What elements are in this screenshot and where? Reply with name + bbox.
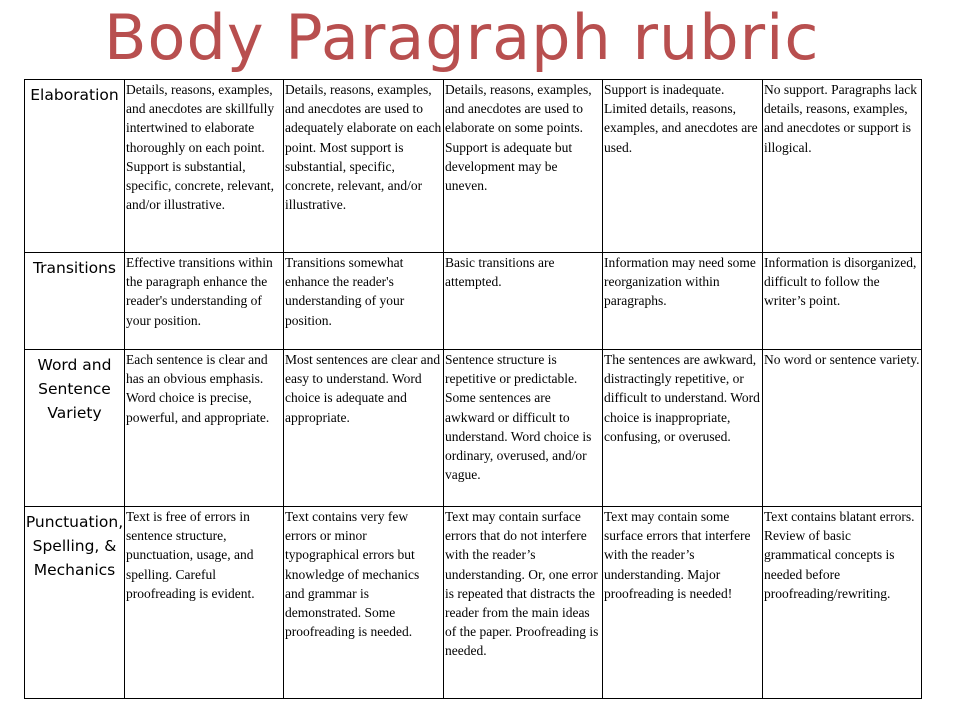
row-label: Word and Sentence Variety [25, 350, 125, 507]
rubric-cell: Details, reasons, examples, and anecdotes are used to elaborate on some points. Support is adequate but development may be uneven. [444, 80, 603, 253]
rubric-cell: Text is free of errors in sentence structure, punctuation, usage, and spelling. Careful proofreading is evident. [125, 507, 284, 699]
rubric-cell: Basic transitions are attempted. [444, 253, 603, 350]
page-title: Body Paragraph rubric [104, 1, 820, 74]
row-label: Elaboration [25, 80, 125, 253]
row-label: Punctuation, Spelling, & Mechanics [25, 507, 125, 699]
rubric-row-elaboration [25, 80, 922, 253]
rubric-cell: The sentences are awkward, distractingly repetitive, or difficult to understand. Word choice is inappropriate, confusing, or overused. [603, 350, 763, 507]
rubric-cell: Details, reasons, examples, and anecdotes are used to adequately elaborate on each point. Most support is substantial, specific, concrete, relevant, and/or illustrative. [284, 80, 444, 253]
rubric-cell: Text contains blatant errors. Review of basic grammatical concepts is needed before proofreading/rewriting. [763, 507, 922, 699]
rubric-cell: Sentence structure is repetitive or predictable. Some sentences are awkward or difficult to understand. Word choice is ordinary, overused, and/or vague. [444, 350, 603, 507]
rubric-row-punctuation-spelling-mechanics [25, 507, 922, 699]
title-banner [0, 0, 960, 80]
rubric-cell: Text may contain surface errors that do not interfere with the reader’s understanding. Or, one error is repeated that distracts the reader from the main ideas of the paper. Proofreading is needed. [444, 507, 603, 699]
rubric-cell: Each sentence is clear and has an obvious emphasis. Word choice is precise, powerful, and appropriate. [125, 350, 284, 507]
rubric-cell: Text contains very few errors or minor typographical errors but knowledge of mechanics and grammar is demonstrated. Some proofreading is needed. [284, 507, 444, 699]
rubric-cell: Transitions somewhat enhance the reader's understanding of your position. [284, 253, 444, 350]
rubric-cell: Details, reasons, examples, and anecdotes are skillfully intertwined to elaborate thoroughly on each point. Support is substantial, specific, concrete, relevant, and/or illustrative. [125, 80, 284, 253]
rubric-cell: Information may need some reorganization within paragraphs. [603, 253, 763, 350]
rubric-cell: Effective transitions within the paragraph enhance the reader's understanding of your position. [125, 253, 284, 350]
rubric-table [24, 79, 922, 699]
rubric-row-word-sentence-variety [25, 350, 922, 507]
rubric-row-transitions [25, 253, 922, 350]
row-label: Transitions [25, 253, 125, 350]
rubric-cell: Most sentences are clear and easy to understand. Word choice is adequate and appropriate. [284, 350, 444, 507]
rubric-cell: Text may contain some surface errors that interfere with the reader’s understanding. Major proofreading is needed! [603, 507, 763, 699]
rubric-cell: No support. Paragraphs lack details, reasons, examples, and anecdotes or support is illogical. [763, 80, 922, 253]
rubric-cell: Support is inadequate. Limited details, reasons, examples, and anecdotes are used. [603, 80, 763, 253]
rubric-cell: No word or sentence variety. [763, 350, 922, 507]
rubric-cell: Information is disorganized, difficult to follow the writer’s point. [763, 253, 922, 350]
